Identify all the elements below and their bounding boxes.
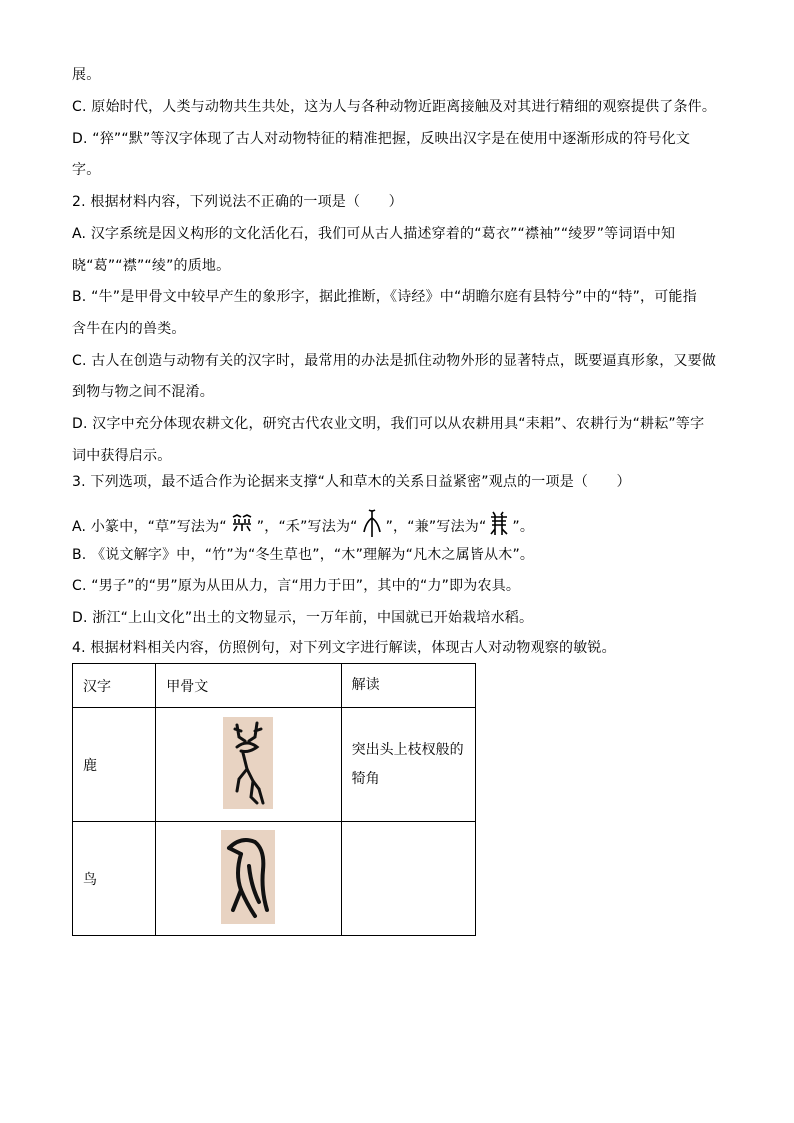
seal-jian-glyph [490,510,508,544]
q2-option-a: A. 汉字系统是因义构形的文化活化石，我们可从古人描述穿着的“葛衣”“襟袖”“绫罗”等词语中知 [72,226,676,242]
text-line: 到物与物之间不混淆。 [72,384,214,400]
header-oracle: 甲骨文 [156,664,341,708]
row-interpretation [341,822,475,936]
q3-option-a [72,508,534,546]
q2-option-c: C. 古人在创造与动物有关的汉字时，最常用的办法是抓住动物外形的显著特点，既要逼真形象，又要做 [72,353,717,369]
question-3: 3. 下列选项，最不适合作为论据来支撑“人和草木的关系日益紧密”观点的一项是（ ） [72,474,631,490]
header-hanzi: 汉字 [73,664,156,708]
row-interpretation: 突出头上枝杈般的犄角 [341,708,475,822]
header-interpretation: 解读 [341,664,475,708]
question-4: 4. 根据材料相关内容，仿照例句，对下列文字进行解读，体现古人对动物观察的敏锐。 [72,640,616,656]
q2-option-b: B. “牛”是甲骨文中较早产生的象形字，据此推断，《诗经》中“胡瞻尔庭有县特兮”中的“特”，可能指 [72,289,697,305]
table-header-row [73,664,476,708]
question-2: 2. 根据材料内容，下列说法不正确的一项是（ ） [72,194,403,210]
row-oracle-cell [156,822,341,936]
q3a-text-3: ”，“兼”写法为“ [385,519,487,535]
q3-option-b: B. 《说文解字》中，“竹”为“冬生草也”，“木”理解为“凡木之属皆从木”。 [72,547,535,563]
row-oracle-cell [156,708,341,822]
option-d: D. “猝”“默”等汉字体现了古人对动物特征的精准把握，反映出汉字是在使用中逐渐形成的符号化文 [72,131,691,147]
q3a-text-1: A. 小篆中，“草”写法为“ [72,519,227,535]
text-line: 展。 [72,67,101,83]
text-line: 晓“葛”“襟”“绫”的质地。 [72,258,231,274]
q2-option-d: D. 汉字中充分体现农耕文化，研究古代农业文明，我们可以从农耕用具“耒耜”、农耕行为“耕耘”等字 [72,416,705,432]
q3-option-d: D. 浙江“上山文化”出土的文物显示，一万年前，中国就已开始栽培水稻。 [72,610,534,626]
q3-option-c: C. “男子”的“男”原为从田从力，言“用力于田”，其中的“力”即为农具。 [72,578,521,594]
deer-oracle-image [223,717,273,813]
option-c: C. 原始时代，人类与动物共生共处，这为人与各种动物近距离接触及对其进行精细的观察提供了条件。 [72,99,717,115]
text-line: 字。 [72,162,101,178]
row-char: 鸟 [73,822,156,936]
bird-oracle-image [221,830,275,928]
table-row [73,708,476,822]
table-row [73,822,476,936]
q3a-text-2: ”，“禾”写法为“ [256,519,358,535]
q3a-text-4: ”。 [512,519,535,535]
row-char: 鹿 [73,708,156,822]
text-line: 词中获得启示。 [72,448,172,464]
seal-cao-glyph [231,514,253,540]
seal-he-glyph [362,508,382,546]
text-line: 含牛在内的兽类。 [72,321,186,337]
oracle-bone-table [72,663,476,936]
